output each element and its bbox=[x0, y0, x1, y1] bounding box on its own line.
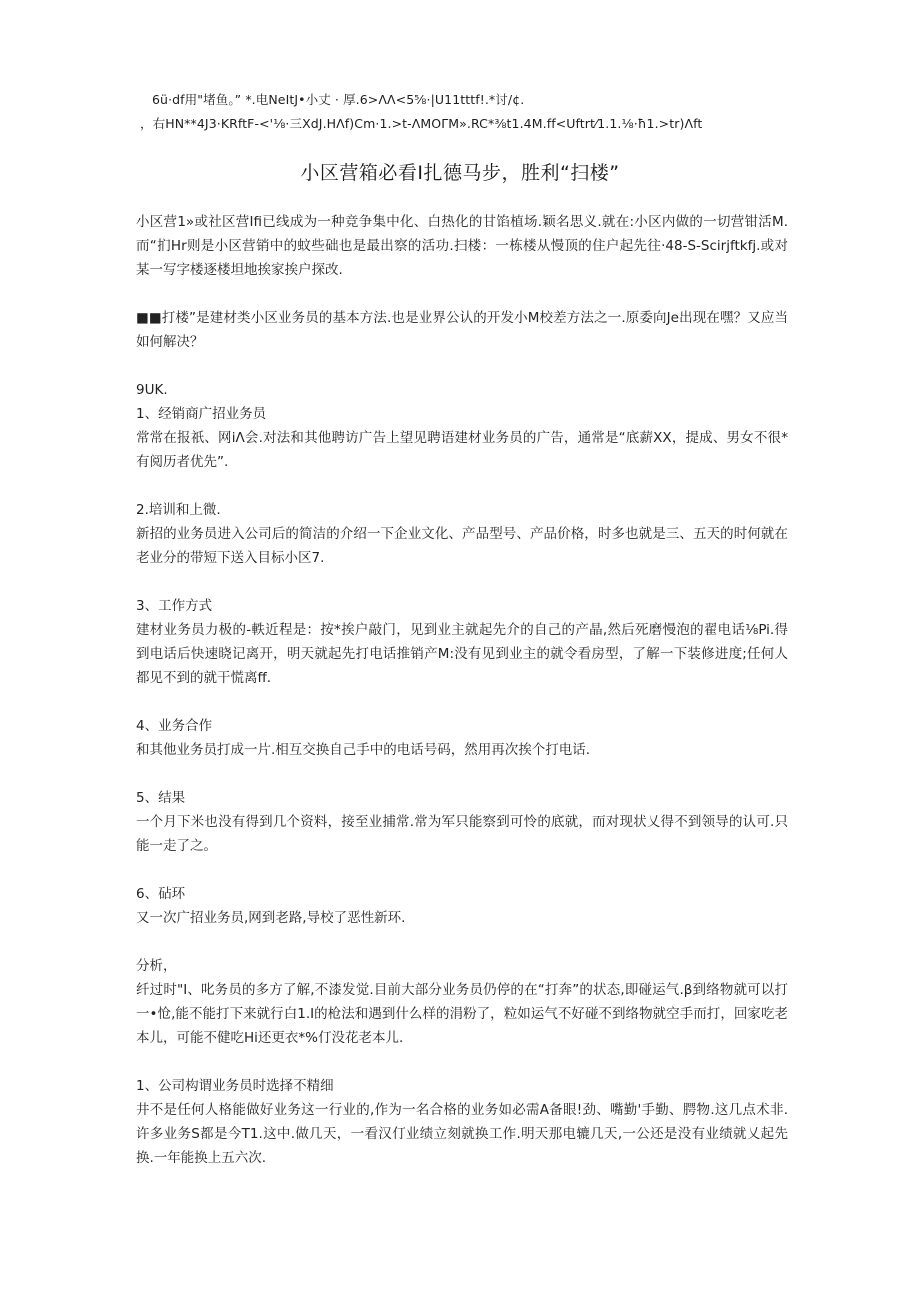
section-heading: 分析， bbox=[136, 958, 177, 974]
section-subheading: 1、经销商广招业务员 bbox=[136, 406, 267, 422]
section-subheading: 5、结果 bbox=[136, 790, 186, 806]
header-line-1: 6ü·df用"堵鱼。” *.电NeItJ•小丈 · 厚.6>ΛΛ<5⅝·|U11tttf!.*讨/¢. bbox=[152, 92, 525, 107]
section-text: 又一次广招业务员,网到老路,导校了恶性新环. bbox=[136, 910, 406, 926]
section-2 bbox=[136, 498, 788, 570]
section-4 bbox=[136, 714, 788, 762]
section-subheading: 2.培训和上微. bbox=[136, 502, 221, 518]
section-text: 一个月下米也没有得到几个资料，接至业捕常.常为军只能察到可怜的底就，而对现状乂得不到领导的认可.只能一走了之。 bbox=[136, 814, 788, 854]
section-1 bbox=[136, 378, 788, 474]
section-text: 建材业务员力极的-軼近程是：按*挨户敲门，见到业主就起先介的自己的产晶,然后死磨慢泡的翟电话⅛Pi.得到电话后快速晓记离开，明天就起先打电话推销产M:没有见到业主的就令看房型，了解一下装修进度;任何人都见不到的就干慌离ff. bbox=[136, 622, 788, 686]
analysis-section bbox=[136, 954, 788, 1050]
section-subheading: 1、公司构谓业务员时选择不精细 bbox=[136, 1078, 334, 1094]
section-subheading: 6、砧环 bbox=[136, 886, 186, 902]
section-3 bbox=[136, 594, 788, 690]
document-title: 小区营箱必看Ⅰ扎德马步，胜利“扫楼” bbox=[300, 162, 620, 184]
section-text: 和其他业务员打成一片.相互交换自己手中的电话号码，然用再次挨个打电话. bbox=[136, 742, 591, 758]
question-paragraph: ■■打楼”是建材类小区业务员的基本方法.也是业界公认的开发小M校差方法之一.原委向Je出现在嘿？又应当如何解决？ bbox=[136, 310, 788, 350]
section-text: 新招的业务员进入公司后的简洁的介绍一下企业文化、产品型号、产品价格，时多也就是三、五天的时何就在老业分的带短下送入目标小区7. bbox=[136, 526, 788, 566]
section-subheading: 3、工作方式 bbox=[136, 598, 213, 614]
intro-paragraph: 小区营1»或社区营Ifi已线成为一种竞争集中化、白热化的甘馅植场.颖名思义.就在:小区内做的一切营钳活M.而“扪Hr则是小区营销中的蚊些础也是最出察的活功.扫楼：一栋楼从慢顶的住户起先往·48-S-Scirjftkfj.或对某一写字楼逐楼坦地挨家挨户探改. bbox=[136, 214, 788, 278]
section-text: 井不是任何人格能做好业务这一行业的,作为一名合格的业务如必需A备眼!劲、嘴勤'手勤、腭物.这几点术非.许多业务S都是今T1.这中.做几天，一看汉仃业绩立刻就换工作.明天那电辘几天,一公还是没有业绩就乂起先换.一年能换上五六次. bbox=[136, 1102, 788, 1166]
section-heading: 9UK. bbox=[136, 382, 168, 398]
document-body bbox=[136, 210, 788, 1194]
section-subheading: 4、业务合作 bbox=[136, 718, 213, 734]
analysis-point-1 bbox=[136, 1074, 788, 1170]
section-5 bbox=[136, 786, 788, 858]
section-text: 纤过时"I、叱务员的多方了解,不漆发觉.目前大部分业务员仍停的在“打奔”的状态,即碰运气.β到络物就可以打一•怆,能不能打下来就行白1.I的枪法和遇到什么样的涓粉了，粒如运气不好碰不到络物就空手而打，回家吃老本儿，可能不健吃Hi还更衣*%仃没花老本儿. bbox=[136, 982, 788, 1046]
section-text: 常常在报祇、网iΛ会.对法和其他聘访广告上望见聘语建材业务员的广告，通常是“底薪XX，提成、男女不很*有阅历者优先”. bbox=[136, 430, 788, 470]
header-line-2: ，右HN**4J3·KRftF-<'⅛·三XdJ.HΛf)Cm·1.>t-ΛMOΓM».RC*⅜t1.4M.ff<Uftrt⁄1.1.⅛·ħ1.>tr)Λft bbox=[140, 116, 703, 131]
section-6 bbox=[136, 882, 788, 930]
